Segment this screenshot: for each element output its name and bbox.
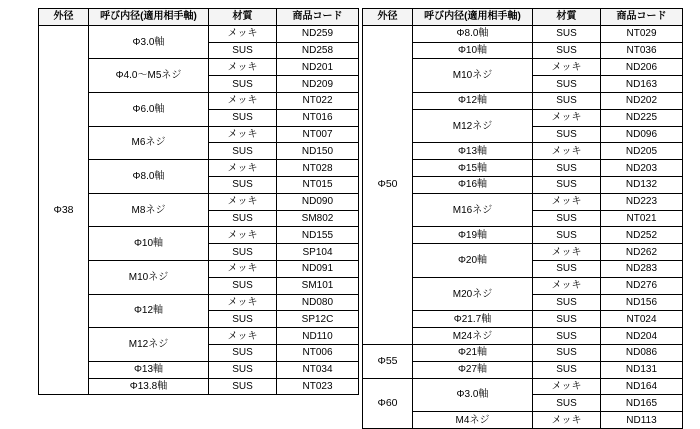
nominal-inner-cell: Φ13.8軸 xyxy=(89,378,209,395)
material-cell: SUS xyxy=(533,294,601,311)
material-cell: SUS xyxy=(209,244,277,261)
material-cell: SUS xyxy=(209,109,277,126)
nominal-inner-cell: Φ6.0軸 xyxy=(89,92,209,126)
material-cell: メッキ xyxy=(209,59,277,76)
material-cell: SUS xyxy=(209,210,277,227)
product-code-cell: ND086 xyxy=(601,344,683,361)
material-cell: メッキ xyxy=(209,126,277,143)
product-code-cell: ND225 xyxy=(601,109,683,126)
product-code-cell: SP12C xyxy=(277,311,359,328)
nominal-inner-cell: Φ15軸 xyxy=(413,160,533,177)
table-row xyxy=(363,25,683,42)
product-code-cell: ND223 xyxy=(601,193,683,210)
material-cell: メッキ xyxy=(209,328,277,345)
nominal-inner-cell: M20ネジ xyxy=(413,277,533,311)
material-cell: SUS xyxy=(209,311,277,328)
material-cell: SUS xyxy=(533,210,601,227)
spec-table-left-body xyxy=(39,25,359,395)
product-code-cell: ND206 xyxy=(601,59,683,76)
material-cell: メッキ xyxy=(209,92,277,109)
header-material: 材質 xyxy=(209,9,277,26)
material-cell: SUS xyxy=(209,277,277,294)
product-code-cell: ND131 xyxy=(601,361,683,378)
header-row xyxy=(363,9,683,26)
product-code-cell: NT022 xyxy=(277,92,359,109)
material-cell: SUS xyxy=(533,42,601,59)
nominal-inner-cell: Φ27軸 xyxy=(413,361,533,378)
nominal-inner-cell: Φ13軸 xyxy=(413,143,533,160)
product-code-cell: ND155 xyxy=(277,227,359,244)
product-code-cell: ND259 xyxy=(277,25,359,42)
material-cell: メッキ xyxy=(533,193,601,210)
product-code-cell: ND276 xyxy=(601,277,683,294)
product-code-cell: NT034 xyxy=(277,361,359,378)
nominal-inner-cell: Φ21.7軸 xyxy=(413,311,533,328)
header-outer-diameter: 外径 xyxy=(39,9,89,26)
material-cell: SUS xyxy=(209,344,277,361)
product-code-cell: NT007 xyxy=(277,126,359,143)
header-outer-diameter: 外径 xyxy=(363,9,413,26)
nominal-inner-cell: M24ネジ xyxy=(413,328,533,345)
material-cell: SUS xyxy=(533,25,601,42)
nominal-inner-cell: Φ3.0軸 xyxy=(413,378,533,412)
nominal-inner-cell: M12ネジ xyxy=(89,328,209,362)
product-code-cell: ND283 xyxy=(601,260,683,277)
product-code-cell: ND110 xyxy=(277,328,359,345)
product-code-cell: SM101 xyxy=(277,277,359,294)
material-cell: SUS xyxy=(209,42,277,59)
material-cell: SUS xyxy=(533,361,601,378)
material-cell: SUS xyxy=(533,260,601,277)
product-code-cell: NT029 xyxy=(601,25,683,42)
nominal-inner-cell: Φ8.0軸 xyxy=(89,160,209,194)
nominal-inner-cell: Φ19軸 xyxy=(413,227,533,244)
product-code-cell: ND096 xyxy=(601,126,683,143)
material-cell: メッキ xyxy=(533,244,601,261)
product-code-cell: ND203 xyxy=(601,160,683,177)
material-cell: メッキ xyxy=(533,412,601,429)
material-cell: SUS xyxy=(209,143,277,160)
nominal-inner-cell: M4ネジ xyxy=(413,412,533,429)
product-code-cell: NT023 xyxy=(277,378,359,395)
product-code-cell: NT021 xyxy=(601,210,683,227)
material-cell: SUS xyxy=(533,92,601,109)
product-code-cell: ND252 xyxy=(601,227,683,244)
product-code-cell: NT015 xyxy=(277,176,359,193)
nominal-inner-cell: Φ16軸 xyxy=(413,176,533,193)
product-code-cell: ND163 xyxy=(601,76,683,93)
material-cell: メッキ xyxy=(533,109,601,126)
product-code-cell: SP104 xyxy=(277,244,359,261)
product-code-cell: ND165 xyxy=(601,395,683,412)
material-cell: SUS xyxy=(533,176,601,193)
material-cell: SUS xyxy=(533,76,601,93)
material-cell: SUS xyxy=(533,395,601,412)
product-code-cell: ND209 xyxy=(277,76,359,93)
spec-table-left xyxy=(38,8,359,395)
header-material: 材質 xyxy=(533,9,601,26)
product-code-cell: ND150 xyxy=(277,143,359,160)
nominal-inner-cell: Φ4.0〜M5ネジ xyxy=(89,59,209,93)
product-code-cell: NT036 xyxy=(601,42,683,59)
nominal-inner-cell: M8ネジ xyxy=(89,193,209,227)
header-product-code: 商品コード xyxy=(601,9,683,26)
material-cell: メッキ xyxy=(533,143,601,160)
material-cell: SUS xyxy=(533,126,601,143)
product-code-cell: NT028 xyxy=(277,160,359,177)
nominal-inner-cell: Φ12軸 xyxy=(413,92,533,109)
header-row xyxy=(39,9,359,26)
table-row xyxy=(363,378,683,395)
header-product-code: 商品コード xyxy=(277,9,359,26)
header-nominal-inner: 呼び内径(適用相手軸) xyxy=(413,9,533,26)
nominal-inner-cell: Φ12軸 xyxy=(89,294,209,328)
outer-diameter-cell: Φ60 xyxy=(363,378,413,428)
product-code-cell: NT016 xyxy=(277,109,359,126)
product-code-cell: ND080 xyxy=(277,294,359,311)
nominal-inner-cell: Φ10軸 xyxy=(413,42,533,59)
product-code-cell: ND201 xyxy=(277,59,359,76)
material-cell: メッキ xyxy=(209,294,277,311)
material-cell: SUS xyxy=(533,328,601,345)
nominal-inner-cell: M12ネジ xyxy=(413,109,533,143)
product-code-cell: ND204 xyxy=(601,328,683,345)
material-cell: メッキ xyxy=(209,193,277,210)
material-cell: メッキ xyxy=(533,277,601,294)
product-code-cell: ND262 xyxy=(601,244,683,261)
material-cell: メッキ xyxy=(533,59,601,76)
product-code-cell: NT006 xyxy=(277,344,359,361)
spec-table-right xyxy=(362,8,683,429)
nominal-inner-cell: Φ21軸 xyxy=(413,344,533,361)
product-code-cell: ND132 xyxy=(601,176,683,193)
nominal-inner-cell: M10ネジ xyxy=(413,59,533,93)
material-cell: メッキ xyxy=(209,227,277,244)
product-code-cell: ND156 xyxy=(601,294,683,311)
material-cell: メッキ xyxy=(209,25,277,42)
material-cell: SUS xyxy=(209,361,277,378)
material-cell: SUS xyxy=(209,378,277,395)
table-row xyxy=(39,25,359,42)
material-cell: SUS xyxy=(209,176,277,193)
product-code-cell: ND164 xyxy=(601,378,683,395)
product-code-cell: ND091 xyxy=(277,260,359,277)
product-code-cell: SM802 xyxy=(277,210,359,227)
table-row xyxy=(363,344,683,361)
nominal-inner-cell: Φ3.0軸 xyxy=(89,25,209,59)
material-cell: SUS xyxy=(209,76,277,93)
outer-diameter-cell: Φ38 xyxy=(39,25,89,395)
nominal-inner-cell: Φ10軸 xyxy=(89,227,209,261)
nominal-inner-cell: Φ13軸 xyxy=(89,361,209,378)
material-cell: SUS xyxy=(533,344,601,361)
nominal-inner-cell: Φ8.0軸 xyxy=(413,25,533,42)
spec-table-right-body xyxy=(363,25,683,428)
nominal-inner-cell: M16ネジ xyxy=(413,193,533,227)
product-code-cell: ND258 xyxy=(277,42,359,59)
product-code-cell: ND202 xyxy=(601,92,683,109)
material-cell: メッキ xyxy=(209,160,277,177)
nominal-inner-cell: M10ネジ xyxy=(89,260,209,294)
product-code-cell: ND205 xyxy=(601,143,683,160)
material-cell: メッキ xyxy=(209,260,277,277)
material-cell: SUS xyxy=(533,311,601,328)
nominal-inner-cell: M6ネジ xyxy=(89,126,209,160)
product-code-cell: ND113 xyxy=(601,412,683,429)
outer-diameter-cell: Φ50 xyxy=(363,25,413,344)
material-cell: SUS xyxy=(533,227,601,244)
nominal-inner-cell: Φ20軸 xyxy=(413,244,533,278)
product-code-cell: ND090 xyxy=(277,193,359,210)
material-cell: メッキ xyxy=(533,378,601,395)
product-code-cell: NT024 xyxy=(601,311,683,328)
header-nominal-inner: 呼び内径(適用相手軸) xyxy=(89,9,209,26)
material-cell: SUS xyxy=(533,160,601,177)
outer-diameter-cell: Φ55 xyxy=(363,344,413,378)
